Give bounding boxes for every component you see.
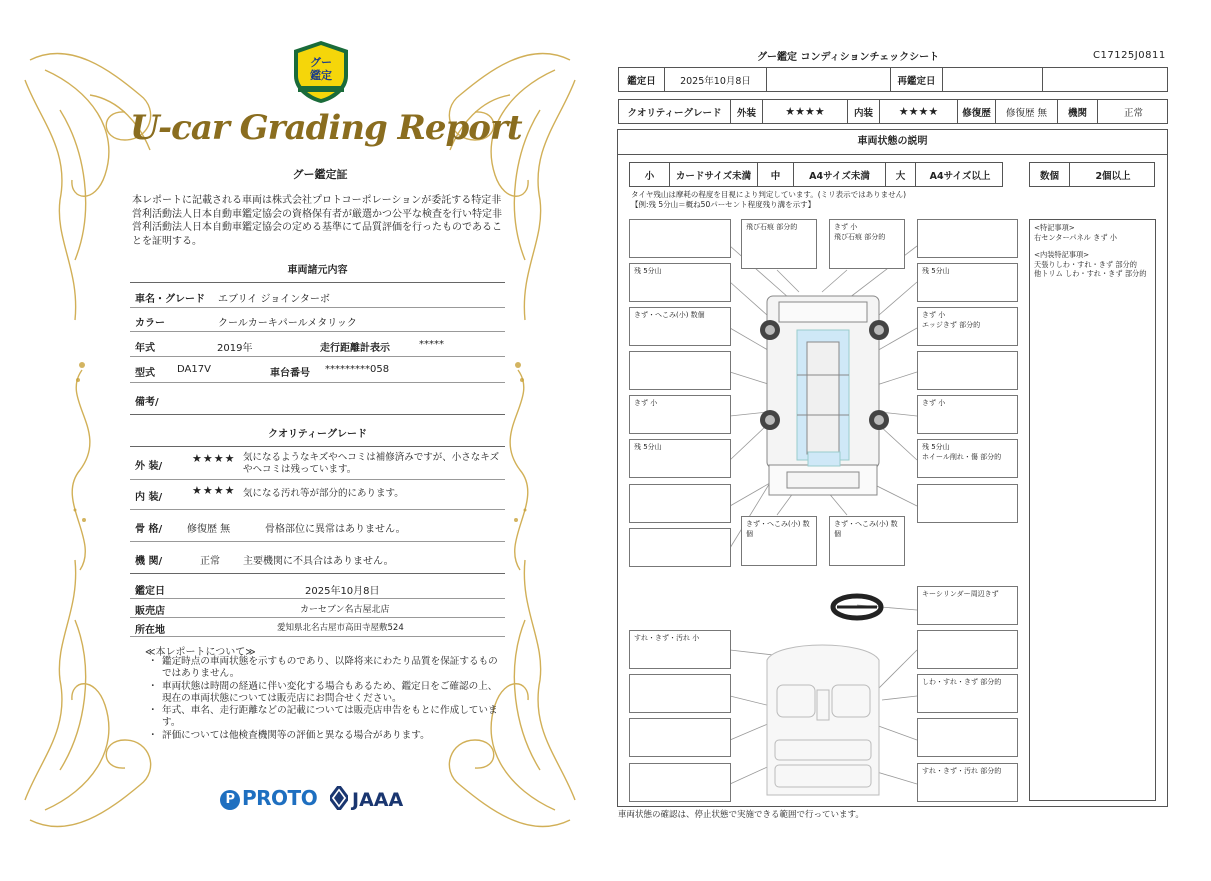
divider — [130, 541, 505, 542]
divider — [130, 509, 505, 510]
frame-value: 修復歴 無 — [187, 524, 231, 535]
engine-header: 機関 — [1058, 100, 1098, 123]
divider — [130, 414, 505, 415]
tire-note — [631, 190, 906, 210]
exterior-box — [629, 219, 731, 258]
certificate-intro: 本レポートに記載される車両は株式会社プロトコーポレーションが委託する特定非営利活動法人日本自動車鑑定協会の資格保有者が厳選かつ公平な検査を行い特定非営利活動法人日本自動車鑑定協会の定める基準にて品質評価を行ったものであることを証明する。 — [132, 195, 502, 247]
year-label: 年式 — [135, 343, 155, 354]
spacer — [1034, 242, 1151, 250]
appraisal-date-cell: 2025年10月8日 — [665, 68, 767, 91]
year-value: 2019年 — [217, 343, 253, 354]
exterior-label: 外 装/ — [135, 461, 163, 472]
notes-list — [150, 656, 500, 742]
interior-stars: ★★★★ — [192, 484, 236, 497]
count-legend — [1029, 162, 1155, 187]
legend-medium-desc: A4サイズ未満 — [794, 163, 886, 186]
legend-large-desc: A4サイズ以上 — [929, 170, 991, 182]
jaaa-logo-text: JAAA — [352, 789, 404, 811]
size-legend — [629, 162, 1003, 187]
exterior-box: きず・へこみ(小) 数個 — [741, 516, 817, 566]
special-remarks — [1029, 219, 1156, 801]
exterior-box: 飛び石痕 部分的 — [741, 219, 817, 269]
blank-cell — [1043, 68, 1169, 91]
appraisal-date-label: 鑑定日 — [135, 586, 165, 597]
exterior-stars-cell: ★★★★ — [763, 100, 848, 123]
frame-note: 骨格部位に異常はありません。 — [265, 524, 406, 535]
note-item: ・ 鑑定時点の車両状態を示すものであり、以降将来にわたり品質を保証するものではありません。 — [150, 656, 500, 681]
address-label: 所在地 — [135, 625, 165, 636]
exterior-box: きず 小 — [629, 395, 731, 434]
quality-heading: クオリティーグレード — [268, 429, 367, 440]
exterior-box — [917, 351, 1018, 390]
steering-wheel-icon — [833, 596, 881, 618]
special-item: 右センターパネル きず 小 — [1034, 232, 1117, 242]
model-label: 型式 — [135, 368, 155, 379]
reappraisal-header: 再鑑定日 — [891, 68, 943, 91]
count-label: 数個 — [1030, 163, 1070, 186]
color-label: カラー — [135, 318, 165, 329]
mileage-value: ***** — [419, 339, 444, 350]
exterior-box: きず・へこみ(小) 数個 — [629, 307, 731, 346]
certificate-subtitle: グー鑑定証 — [292, 168, 348, 181]
interior-box: しわ・すれ・きず 部分的 — [917, 674, 1018, 713]
divider — [130, 282, 505, 283]
divider — [130, 636, 505, 637]
engine-cell: 正常 — [1123, 107, 1143, 119]
blank-cell — [767, 68, 891, 91]
appraisal-date-header: 鑑定日 — [619, 68, 665, 91]
divider — [130, 382, 505, 383]
notes-title: ≪本レポートについて≫ — [145, 647, 256, 658]
divider — [130, 573, 505, 574]
divider — [130, 446, 505, 447]
exterior-header: 外装 — [731, 100, 763, 123]
exterior-box: 残 5分山 ホイール削れ・傷 部分的 — [917, 439, 1018, 478]
interior-box: すれ・きず・汚れ 小 — [629, 630, 731, 669]
proto-logo-text: PROTO — [242, 786, 318, 810]
interior-header: 内装 — [848, 100, 880, 123]
quality-table — [618, 99, 1168, 124]
vin-label: 車台番号 — [270, 368, 310, 379]
footer-note: 車両状態の確認は、停止状態で実施できる範囲で行っています。 — [618, 810, 864, 820]
interior-box — [629, 763, 731, 802]
appraisal-date-value: 2025年10月8日 — [305, 586, 380, 597]
exterior-stars: ★★★★ — [192, 452, 236, 465]
exterior-box: きず・へこみ(小) 数個 — [829, 516, 905, 566]
exterior-box: きず 小 エッジきず 部分的 — [917, 307, 1018, 346]
date-table — [618, 67, 1168, 92]
legend-large: 大 — [886, 163, 916, 186]
divider — [130, 307, 505, 308]
car-name-value: エブリイ ジョインターボ — [218, 294, 330, 305]
interior-special-item: 天張りしわ・すれ・きず 部分的 — [1034, 259, 1137, 269]
remarks-label: 備考/ — [135, 397, 159, 408]
exterior-box: きず 小 飛び石痕 部分的 — [829, 219, 905, 269]
exterior-box — [629, 351, 731, 390]
badge-label: グー 鑑定 — [310, 56, 332, 82]
exterior-box: きず 小 — [917, 395, 1018, 434]
divider — [130, 331, 505, 332]
exterior-note: 気になるようなキズやヘコミは補修済みですが、小さなキズやヘコミは残っています。 — [243, 452, 500, 475]
report-title: U-car Grading Report — [130, 108, 522, 148]
note-item: ・ 車両状態は時間の経過に伴い変化する場合もあるため、鑑定日をご確認の上、現在の車両状態については販売店にお問合せください。 — [150, 681, 500, 706]
engine-label: 機 関/ — [135, 556, 163, 567]
color-value: クールカーキパールメタリック — [218, 318, 357, 329]
interior-box: キーシリンダー周辺きず — [917, 586, 1018, 625]
divider — [130, 479, 505, 480]
interior-box — [629, 718, 731, 757]
dealer-label: 販売店 — [135, 606, 165, 617]
tire-note-line: タイヤ残山は摩耗の程度を目視により判定しています。(ミリ表示ではありません) — [631, 190, 907, 199]
sheet-code: C17125J0811 — [1093, 50, 1166, 61]
exterior-box — [629, 528, 731, 567]
divider — [130, 356, 505, 357]
reappraisal-cell — [943, 68, 1043, 91]
interior-note: 気になる汚れ等が部分的にあります。 — [243, 488, 404, 499]
tire-note-example: 【例:残 5分山＝概ね50パーセント程度残り溝を示す】 — [631, 200, 816, 209]
interior-stars-cell: ★★★★ — [880, 100, 958, 123]
jaaa-logo — [330, 786, 403, 811]
interior-special-title: <内装特記事項> — [1034, 250, 1090, 259]
jaaa-mark-icon — [330, 786, 348, 810]
specs-heading: 車両諸元内容 — [287, 265, 348, 276]
divider — [130, 598, 505, 599]
model-value: DA17V — [177, 364, 211, 375]
legend-medium: 中 — [758, 163, 794, 186]
exterior-box: 残 5分山 — [629, 263, 731, 302]
repair-cell: 修復歴 無 — [996, 100, 1058, 123]
interior-label: 内 装/ — [135, 492, 163, 503]
exterior-box — [917, 484, 1018, 523]
legend-small: 小 — [630, 163, 670, 186]
proto-logo — [220, 786, 317, 810]
car-name-label: 車名・グレード — [135, 294, 205, 305]
note-item: ・ 評価については他検査機関等の評価と異なる場合があります。 — [150, 730, 500, 742]
mileage-label: 走行距離計表示 — [320, 343, 390, 354]
divider — [130, 617, 505, 618]
interior-box — [917, 630, 1018, 669]
count-desc: 2個以上 — [1095, 170, 1131, 182]
dealer-value: カーセブン名古屋北店 — [300, 605, 390, 615]
interior-box: すれ・きず・汚れ 部分的 — [917, 763, 1018, 802]
engine-note: 主要機関に不具合はありません。 — [243, 556, 394, 567]
address-value: 愛知県北名古屋市高田寺屋敷524 — [277, 623, 404, 633]
sheet-title: グー鑑定 コンディションチェックシート — [757, 52, 940, 63]
grading-certificate — [0, 0, 600, 881]
interior-box — [629, 674, 731, 713]
special-title: <特記事項> — [1034, 223, 1075, 232]
exterior-box: 残 5分山 — [917, 263, 1018, 302]
engine-value: 正常 — [200, 556, 220, 567]
interior-special-item: 他トリム しわ・すれ・きず 部分的 — [1034, 269, 1147, 278]
frame-label: 骨 格/ — [135, 524, 163, 535]
note-item: ・ 年式、車名、走行距離などの記載については販売店申告をもとに作成しています。 — [150, 705, 500, 730]
quality-header: クオリティーグレード — [619, 100, 731, 123]
exterior-box: 残 5分山 — [629, 439, 731, 478]
proto-mark-icon: P — [220, 790, 240, 810]
exterior-box — [629, 484, 731, 523]
vin-value: *********058 — [325, 364, 390, 375]
legend-small-desc: カードサイズ未満 — [670, 163, 758, 186]
repair-header: 修復歴 — [958, 100, 996, 123]
condition-heading: 車両状態の説明 — [617, 129, 1168, 155]
exterior-box — [917, 219, 1018, 258]
interior-box — [917, 718, 1018, 757]
